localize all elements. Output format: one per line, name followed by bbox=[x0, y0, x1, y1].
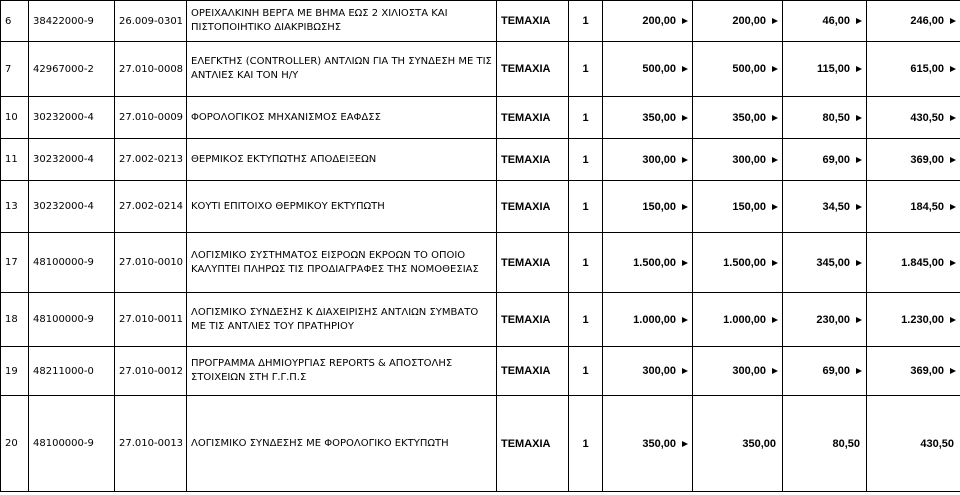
vat-amount: 80,50 bbox=[783, 97, 867, 139]
item-ref: 26.009-0301 bbox=[115, 1, 187, 42]
subtotal: 500,00 bbox=[693, 42, 783, 97]
item-ref: 27.010-0009 bbox=[115, 97, 187, 139]
table-row bbox=[1, 181, 960, 233]
item-number: 18 bbox=[1, 293, 29, 347]
subtotal: 300,00 bbox=[693, 347, 783, 396]
table-row bbox=[1, 396, 960, 492]
unit: ΤΕΜΑΧΙΑ bbox=[497, 293, 569, 347]
total-amount: 369,00 bbox=[867, 347, 960, 396]
item-description: ΟΡΕΙΧΑΛΚΙΝΗ ΒΕΡΓΑ ΜΕ ΒΗΜΑ ΕΩΣ 2 ΧΙΛΙΟΣΤΑ ΚΑΙ ΠΙΣΤΟΠΟΙΗΤΙΚΟ ΔΙΑΚΡΙΒΩΣΗΣ bbox=[187, 1, 497, 42]
item-ref: 27.010-0010 bbox=[115, 233, 187, 293]
unit: ΤΕΜΑΧΙΑ bbox=[497, 396, 569, 492]
subtotal: 150,00 bbox=[693, 181, 783, 233]
cpv-code: 30232000-4 bbox=[29, 181, 115, 233]
cpv-code: 48100000-9 bbox=[29, 233, 115, 293]
quantity: 1 bbox=[569, 233, 603, 293]
cpv-code: 38422000-9 bbox=[29, 1, 115, 42]
unit-price: 300,00 bbox=[603, 139, 693, 181]
unit-price: 200,00 bbox=[603, 1, 693, 42]
unit: ΤΕΜΑΧΙΑ bbox=[497, 347, 569, 396]
cpv-code: 48100000-9 bbox=[29, 293, 115, 347]
item-number: 13 bbox=[1, 181, 29, 233]
item-description: ΦΟΡΟΛΟΓΙΚΟΣ ΜΗΧΑΝΙΣΜΟΣ ΕΑΦΔΣΣ bbox=[187, 97, 497, 139]
item-ref: 27.010-0011 bbox=[115, 293, 187, 347]
cpv-code: 30232000-4 bbox=[29, 97, 115, 139]
cpv-code: 30232000-4 bbox=[29, 139, 115, 181]
item-description: ΕΛΕΓΚΤΗΣ (CONTROLLER) ΑΝΤΛΙΩΝ ΓΙΑ ΤΗ ΣΥΝΔΕΣΗ ΜΕ ΤΙΣ ΑΝΤΛΙΕΣ ΚΑΙ ΤΟΝ Η/Υ bbox=[187, 42, 497, 97]
vat-amount: 115,00 bbox=[783, 42, 867, 97]
table-row bbox=[1, 97, 960, 139]
vat-amount: 69,00 bbox=[783, 347, 867, 396]
item-description: ΛΟΓΙΣΜΙΚΟ ΣΥΝΔΕΣΗΣ Κ ΔΙΑΧΕΙΡΙΣΗΣ ΑΝΤΛΙΩΝ ΣΥΜΒΑΤΟ ΜΕ ΤΙΣ ΑΝΤΛΙΕΣ ΤΟΥ ΠΡΑΤΗΡΙΟΥ bbox=[187, 293, 497, 347]
unit-price: 500,00 bbox=[603, 42, 693, 97]
unit: ΤΕΜΑΧΙΑ bbox=[497, 1, 569, 42]
item-description: ΘΕΡΜΙΚΟΣ ΕΚΤΥΠΩΤΗΣ ΑΠΟΔΕΙΞΕΩΝ bbox=[187, 139, 497, 181]
quantity: 1 bbox=[569, 396, 603, 492]
item-ref: 27.010-0008 bbox=[115, 42, 187, 97]
item-ref: 27.010-0012 bbox=[115, 347, 187, 396]
quantity: 1 bbox=[569, 347, 603, 396]
total-amount: 369,00 bbox=[867, 139, 960, 181]
unit: ΤΕΜΑΧΙΑ bbox=[497, 97, 569, 139]
unit-price: 300,00 bbox=[603, 347, 693, 396]
subtotal: 200,00 bbox=[693, 1, 783, 42]
item-number: 20 bbox=[1, 396, 29, 492]
total-amount: 1.230,00 bbox=[867, 293, 960, 347]
unit: ΤΕΜΑΧΙΑ bbox=[497, 181, 569, 233]
cpv-code: 48211000-0 bbox=[29, 347, 115, 396]
unit-price: 350,00 bbox=[603, 396, 693, 492]
table-row bbox=[1, 42, 960, 97]
item-description: ΠΡΟΓΡΑΜΜΑ ΔΗΜΙΟΥΡΓΙΑΣ REPORTS & ΑΠΟΣΤΟΛΗΣ ΣΤΟΙΧΕΙΩΝ ΣΤΗ Γ.Γ.Π.Σ bbox=[187, 347, 497, 396]
item-number: 17 bbox=[1, 233, 29, 293]
item-number: 11 bbox=[1, 139, 29, 181]
total-amount: 430,50 bbox=[867, 396, 960, 492]
cpv-code: 48100000-9 bbox=[29, 396, 115, 492]
vat-amount: 345,00 bbox=[783, 233, 867, 293]
quantity: 1 bbox=[569, 139, 603, 181]
total-amount: 615,00 bbox=[867, 42, 960, 97]
total-amount: 246,00 bbox=[867, 1, 960, 42]
quantity: 1 bbox=[569, 1, 603, 42]
unit-price: 1.000,00 bbox=[603, 293, 693, 347]
item-ref: 27.002-0214 bbox=[115, 181, 187, 233]
item-ref: 27.002-0213 bbox=[115, 139, 187, 181]
table-row bbox=[1, 233, 960, 293]
quantity: 1 bbox=[569, 181, 603, 233]
total-amount: 184,50 bbox=[867, 181, 960, 233]
unit-price: 1.500,00 bbox=[603, 233, 693, 293]
subtotal: 1.000,00 bbox=[693, 293, 783, 347]
quantity: 1 bbox=[569, 42, 603, 97]
item-number: 10 bbox=[1, 97, 29, 139]
item-number: 19 bbox=[1, 347, 29, 396]
item-number: 7 bbox=[1, 42, 29, 97]
subtotal: 1.500,00 bbox=[693, 233, 783, 293]
table-row bbox=[1, 293, 960, 347]
unit-price: 150,00 bbox=[603, 181, 693, 233]
quantity: 1 bbox=[569, 97, 603, 139]
total-amount: 1.845,00 bbox=[867, 233, 960, 293]
table-row bbox=[1, 139, 960, 181]
vat-amount: 80,50 bbox=[783, 396, 867, 492]
cpv-code: 42967000-2 bbox=[29, 42, 115, 97]
subtotal: 300,00 bbox=[693, 139, 783, 181]
unit: ΤΕΜΑΧΙΑ bbox=[497, 139, 569, 181]
unit-price: 350,00 bbox=[603, 97, 693, 139]
subtotal: 350,00 bbox=[693, 97, 783, 139]
vat-amount: 230,00 bbox=[783, 293, 867, 347]
unit: ΤΕΜΑΧΙΑ bbox=[497, 42, 569, 97]
quantity: 1 bbox=[569, 293, 603, 347]
item-description: ΛΟΓΙΣΜΙΚΟ ΣΥΝΔΕΣΗΣ ΜΕ ΦΟΡΟΛΟΓΙΚΟ ΕΚΤΥΠΩΤΗ bbox=[187, 396, 497, 492]
item-description: ΚΟΥΤΙ ΕΠΙΤΟΙΧΟ ΘΕΡΜΙΚΟΥ ΕΚΤΥΠΩΤΗ bbox=[187, 181, 497, 233]
vat-amount: 34,50 bbox=[783, 181, 867, 233]
table-row bbox=[1, 347, 960, 396]
item-number: 6 bbox=[1, 1, 29, 42]
vat-amount: 46,00 bbox=[783, 1, 867, 42]
unit: ΤΕΜΑΧΙΑ bbox=[497, 233, 569, 293]
item-ref: 27.010-0013 bbox=[115, 396, 187, 492]
item-description: ΛΟΓΙΣΜΙΚΟ ΣΥΣΤΗΜΑΤΟΣ ΕΙΣΡΟΩΝ ΕΚΡΟΩΝ ΤΟ ΟΠΟΙΟ ΚΑΛΥΠΤΕΙ ΠΛΗΡΩΣ ΤΙΣ ΠΡΟΔΙΑΓΡΑΦΕΣ ΤΗΣ ΝΟΜΟΘΕΣΙΑΣ bbox=[187, 233, 497, 293]
vat-amount: 69,00 bbox=[783, 139, 867, 181]
subtotal: 350,00 bbox=[693, 396, 783, 492]
table-row bbox=[1, 1, 960, 42]
total-amount: 430,50 bbox=[867, 97, 960, 139]
